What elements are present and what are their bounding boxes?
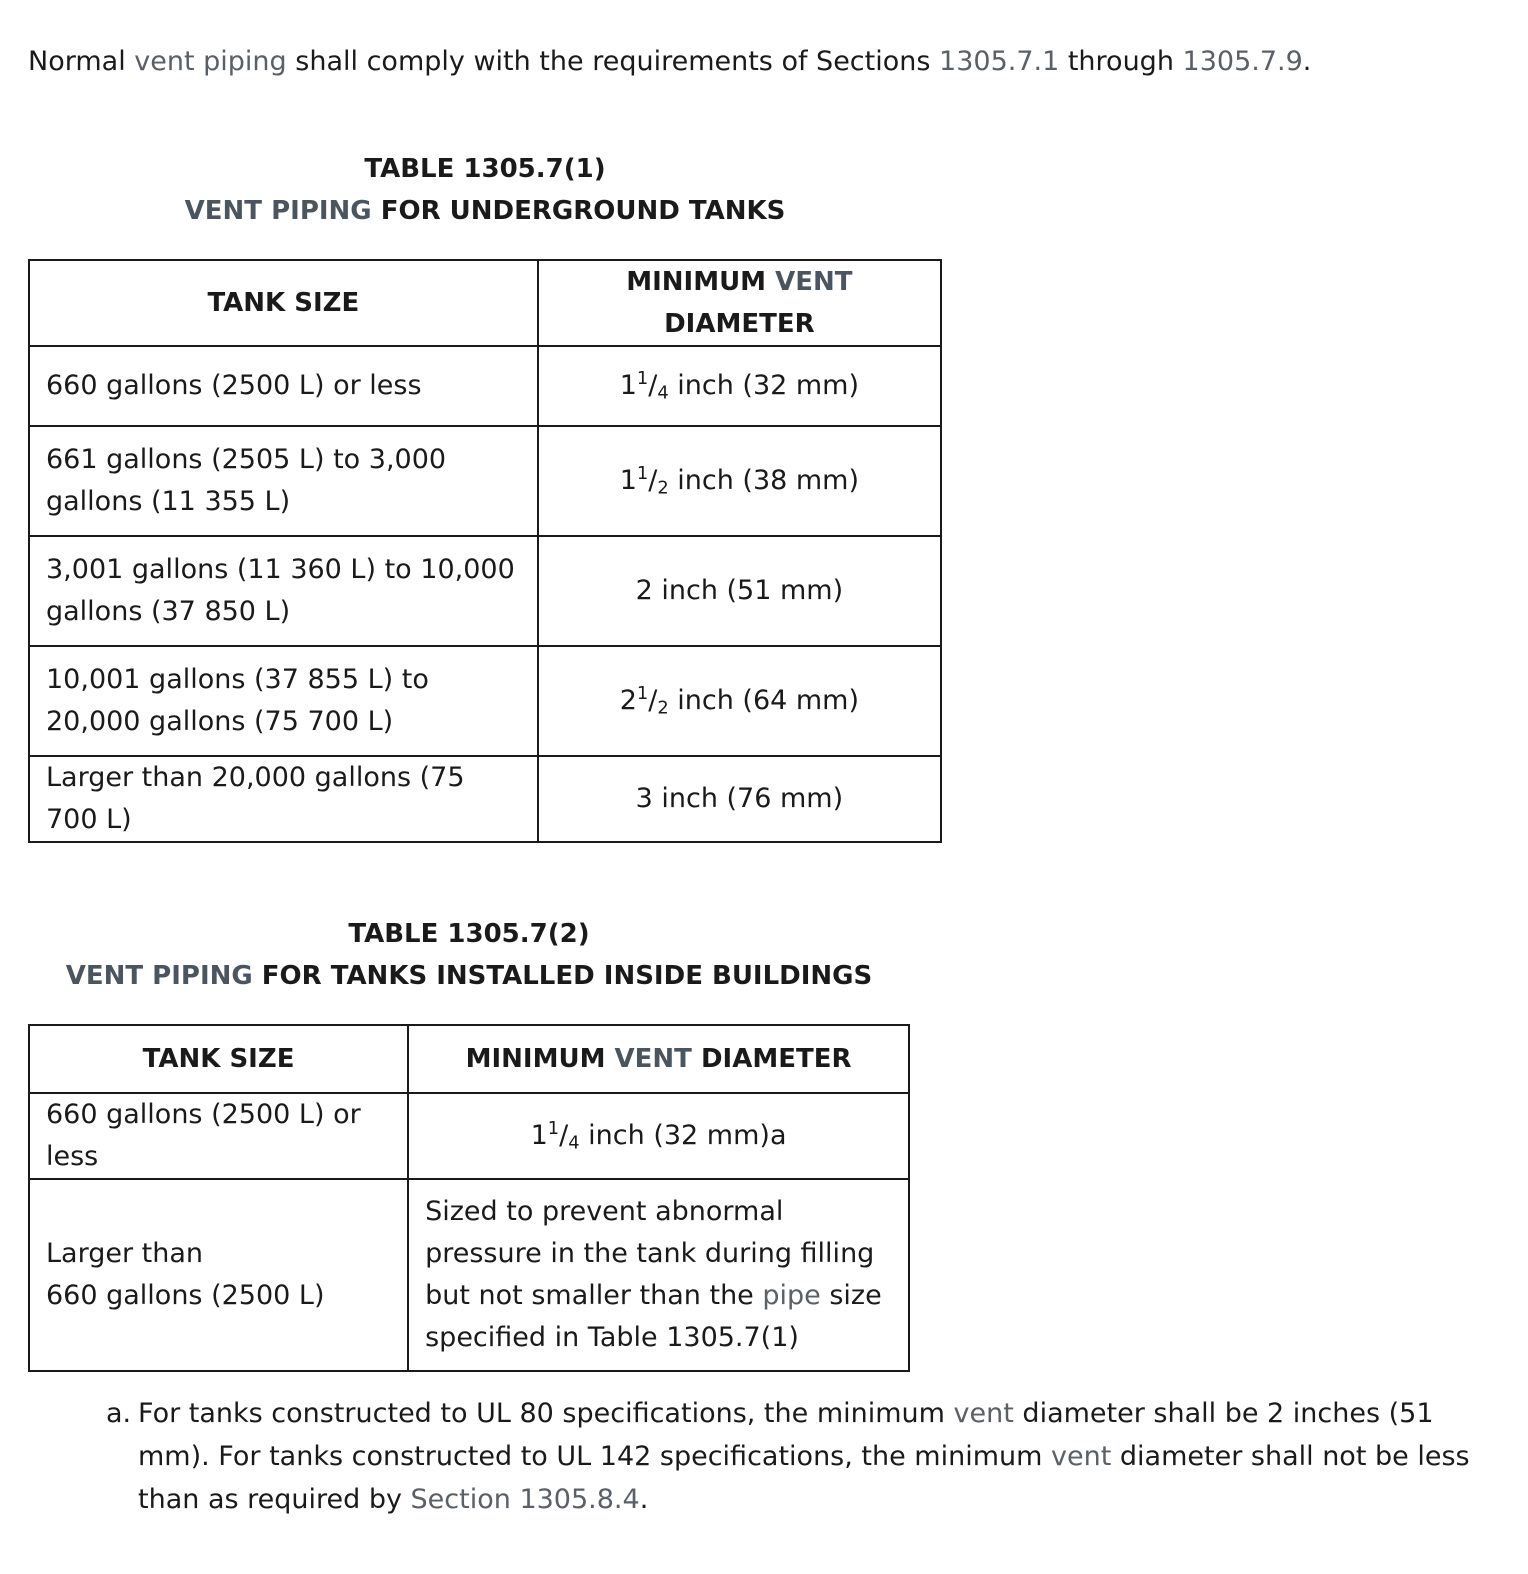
tank-size-cell: Larger than 20,000 gallons (75 700 L) (29, 756, 538, 842)
table2-number: TABLE 1305.7(2) (348, 919, 590, 949)
diameter-whole: 1 (619, 370, 637, 401)
column-header-minimum-vent-diameter (538, 260, 941, 346)
footnote-vent-link[interactable]: vent (1051, 1441, 1112, 1472)
tank-size-cell: 3,001 gallons (11 360 L) to 10,000 gallons (37 850 L) (29, 536, 538, 646)
column-header-tank-size: TANK SIZE (29, 1025, 408, 1093)
vent-diameter-cell: $2^1/_2$ inch (64 mm) (538, 646, 941, 756)
tank-size-cell: 661 gallons (2505 L) to 3,000 gallons (11 355 L) (29, 426, 538, 536)
footnote-text: diameter shall not be less than as required by (138, 1441, 1470, 1515)
table-row (29, 646, 941, 756)
fraction-denominator: 2 (657, 697, 669, 719)
fraction-denominator: 4 (657, 382, 669, 404)
footnote-a (106, 1392, 1496, 1521)
tank-size-cell (29, 1179, 408, 1371)
diameter-text: inch (32 mm)a (579, 1120, 787, 1151)
vent-diameter-cell: $1^1/_4$ inch (32 mm)a (408, 1093, 909, 1179)
vent-diameter-cell (408, 1179, 909, 1371)
intro-text: Normal (28, 46, 135, 77)
pipe-link[interactable]: pipe (762, 1280, 821, 1311)
table2-caption (28, 913, 910, 997)
diameter-text: inch (32 mm) (668, 370, 860, 401)
diameter-whole: 1 (619, 465, 637, 496)
vent-diameter-cell: $1^1/_4$ inch (32 mm) (538, 346, 941, 426)
header-text: DIAMETER (691, 1044, 852, 1074)
intro-paragraph (28, 40, 1488, 84)
table-header-row (29, 260, 941, 346)
table2-vent-piping-link[interactable]: VENT PIPING (65, 961, 253, 991)
diameter-whole: 2 (619, 685, 637, 716)
intro-text: shall comply with the requirements of Sections (286, 46, 940, 77)
fraction-numerator: 1 (636, 463, 649, 485)
tank-size-line: 660 gallons (2500 L) (46, 1280, 325, 1311)
table-row (29, 1093, 909, 1179)
vent-diameter-cell: 2 inch (51 mm) (538, 536, 941, 646)
table1-number: TABLE 1305.7(1) (364, 154, 606, 184)
section-1305-7-1-link[interactable]: 1305.7.1 (939, 46, 1060, 77)
diameter-text: Sized to prevent abnormal pressure in the tank during filling but not smaller than the (425, 1196, 875, 1311)
fraction-numerator: 1 (636, 368, 649, 390)
header-text: MINIMUM (626, 267, 776, 297)
footnote-marker: a. (106, 1398, 132, 1429)
table2-title-text: FOR TANKS INSTALLED INSIDE BUILDINGS (252, 961, 873, 991)
table-header-row (29, 1025, 909, 1093)
section-1305-7-9-link[interactable]: 1305.7.9 (1182, 46, 1303, 77)
table1-title (28, 190, 942, 232)
column-header-minimum-vent-diameter (408, 1025, 909, 1093)
diameter-text: inch (38 mm) (668, 465, 860, 496)
table1-vent-piping-link[interactable]: VENT PIPING (184, 196, 372, 226)
fraction-numerator: 1 (636, 683, 649, 705)
intro-text: through (1059, 46, 1183, 77)
footnote-vent-link[interactable]: vent (953, 1398, 1014, 1429)
header-vent-link[interactable]: VENT (614, 1044, 692, 1074)
table-row (29, 1179, 909, 1371)
table1-vent-piping-underground (28, 259, 942, 843)
fraction-denominator: 4 (568, 1132, 580, 1154)
vent-piping-link[interactable]: vent piping (134, 46, 287, 77)
table1-caption (28, 148, 942, 232)
tank-size-line: Larger than (46, 1238, 204, 1269)
column-header-tank-size: TANK SIZE (29, 260, 538, 346)
section-1305-8-4-link[interactable]: Section 1305.8.4 (410, 1484, 640, 1515)
diameter-text: inch (64 mm) (668, 685, 860, 716)
table2-title (28, 955, 910, 997)
table2-vent-piping-inside-buildings (28, 1024, 910, 1372)
vent-diameter-cell: 3 inch (76 mm) (538, 756, 941, 842)
header-text: MINIMUM (465, 1044, 615, 1074)
table1-title-text: FOR UNDERGROUND TANKS (371, 196, 786, 226)
tank-size-cell: 660 gallons (2500 L) or less (29, 346, 538, 426)
tank-size-cell: 10,001 gallons (37 855 L) to 20,000 gallons (75 700 L) (29, 646, 538, 756)
header-text: DIAMETER (664, 309, 815, 339)
footnote-text: For tanks constructed to UL 80 specifications, the minimum (138, 1398, 954, 1429)
vent-diameter-cell: $1^1/_2$ inch (38 mm) (538, 426, 941, 536)
table-row (29, 536, 941, 646)
footnote-text: diameter shall be 2 inches (51 mm). For tanks constructed to UL 142 specifications, the minimum (138, 1398, 1434, 1472)
diameter-text: size specified in Table 1305.7(1) (425, 1280, 882, 1353)
table-row (29, 756, 941, 842)
header-vent-link[interactable]: VENT (775, 267, 853, 297)
fraction-numerator: 1 (547, 1118, 560, 1140)
tank-size-cell: 660 gallons (2500 L) or less (29, 1093, 408, 1179)
footnote-text: . (639, 1484, 649, 1515)
diameter-whole: 1 (530, 1120, 548, 1151)
intro-text: . (1302, 46, 1312, 77)
fraction-denominator: 2 (657, 477, 669, 499)
table-row (29, 346, 941, 426)
table-row (29, 426, 941, 536)
